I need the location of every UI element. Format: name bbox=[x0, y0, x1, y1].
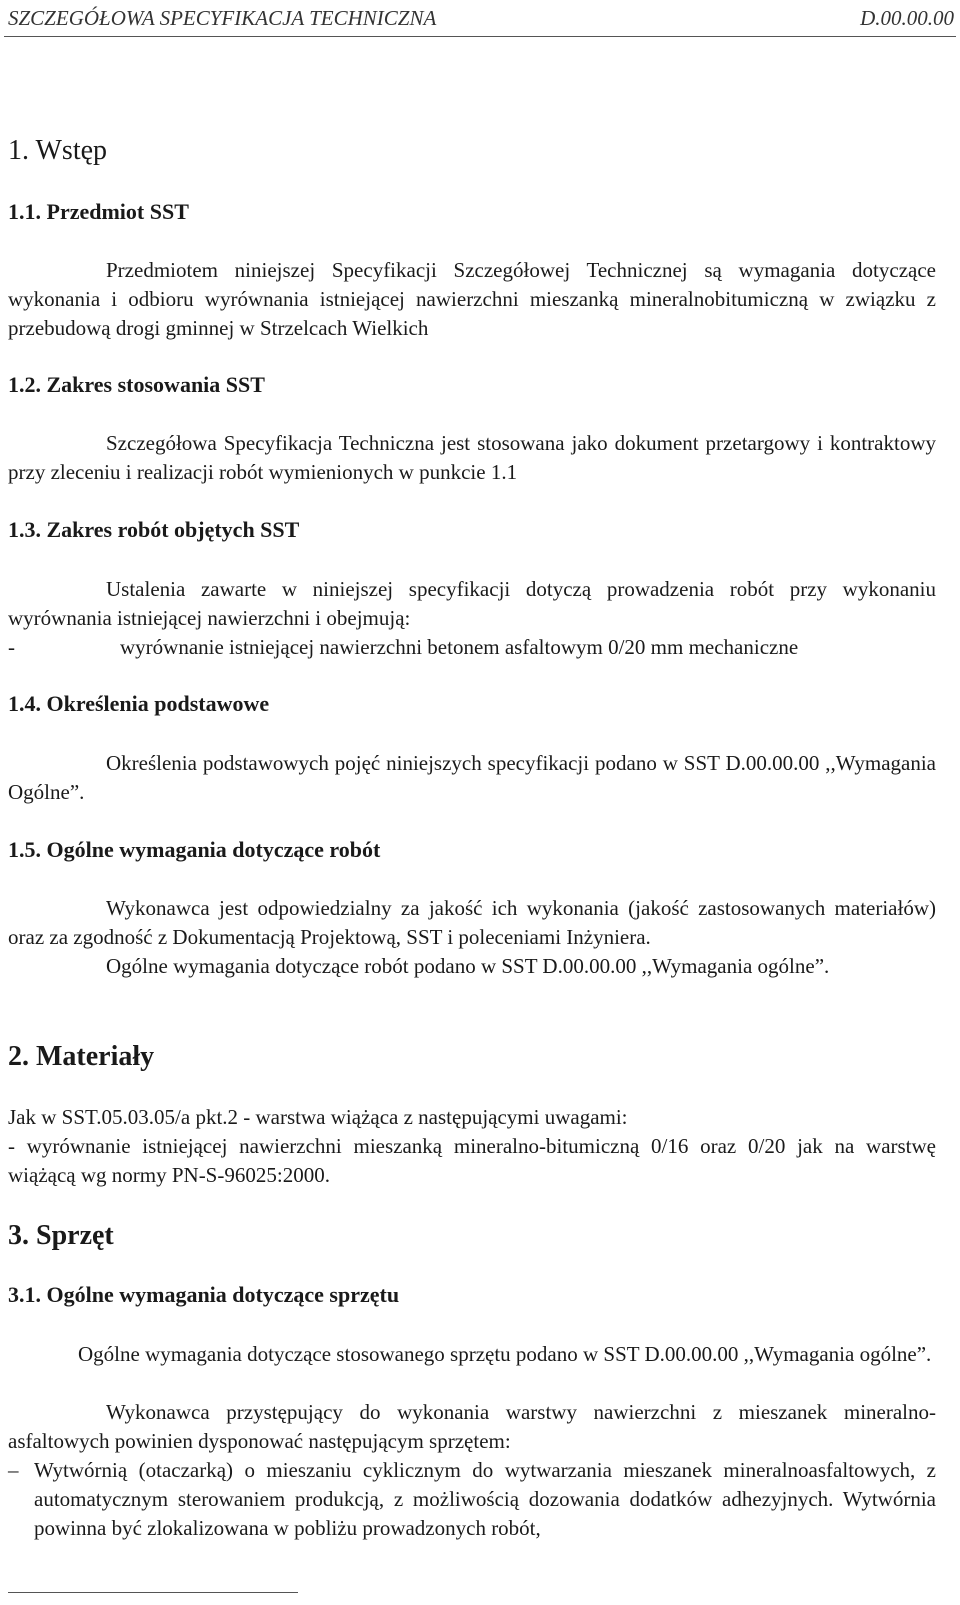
heading-1-1: 1.1. Przedmiot SST bbox=[8, 199, 189, 224]
heading-1-4: 1.4. Określenia podstawowe bbox=[8, 691, 270, 716]
list-dash: - bbox=[8, 635, 15, 659]
header-code: D.00.00.00 bbox=[860, 6, 954, 30]
paragraph-1-3-text: Ustalenia zawarte w niniejszej specyfikacji dotyczą prowadzenia robót przy wykonaniu wyrównania istniejącej nawierzchni i obejmują: bbox=[8, 577, 936, 630]
paragraph-1-2-text: Szczegółowa Specyfikacja Techniczna jest stosowana jako dokument przetargowy i kontraktowy przy zleceniu i realizacji robót wymienionych w punkcie 1.1 bbox=[8, 431, 936, 484]
paragraph-1-2 bbox=[8, 429, 936, 487]
heading-1-3: 1.3. Zakres robót objętych SST bbox=[8, 517, 300, 542]
heading-3 bbox=[8, 1219, 114, 1253]
paragraph-1-4-text: Określenia podstawowych pojęć niniejszych specyfikacji podano w SST D.00.00.00 ,,Wymagania Ogólne”. bbox=[8, 751, 936, 804]
header-title: SZCZEGÓŁOWA SPECYFIKACJA TECHNICZNA bbox=[8, 6, 437, 30]
paragraph-1-5a bbox=[8, 894, 936, 952]
paragraph-3-1a bbox=[8, 1340, 936, 1369]
header-divider bbox=[4, 36, 956, 37]
list-item-1-3-text: wyrównanie istniejącej nawierzchni betonem asfaltowym 0/20 mm mechaniczne bbox=[120, 635, 799, 659]
paragraph-1-5b-text: Ogólne wymagania dotyczące robót podano w SST D.00.00.00 ,,Wymagania ogólne”. bbox=[106, 954, 830, 978]
paragraph-3-1b bbox=[8, 1398, 936, 1456]
paragraph-1-5b bbox=[8, 952, 936, 981]
paragraph-3-1a-text: Ogólne wymagania dotyczące stosowanego sprzętu podano w SST D.00.00.00 ,,Wymagania ogólne”. bbox=[78, 1342, 932, 1366]
paragraph-1-4 bbox=[8, 749, 936, 807]
paragraph-3-1b-text: Wykonawca przystępujący do wykonania warstwy nawierzchni z mieszanek mineralno-asfaltowych powinien dysponować następującym sprzętem: bbox=[8, 1400, 936, 1453]
paragraph-2b: - wyrównanie istniejącej nawierzchni mieszanką mineralno-bitumiczną 0/16 oraz 0/20 jak na warstwę wiążącą wg normy PN-S-96025:2000. bbox=[8, 1134, 936, 1187]
list-item-1-3 bbox=[8, 633, 936, 662]
paragraph-1-1-text: Przedmiotem niniejszej Specyfikacji Szczegółowej Technicznej są wymagania dotyczące wykonania i odbioru wyrównania istniejącej nawierzchni mieszanką mineralnobitumiczną w związku z przebudową drogi gminnej w Strzelcach Wielkich bbox=[8, 258, 936, 340]
paragraph-1-5a-text: Wykonawca jest odpowiedzialny za jakość ich wykonania (jakość zastosowanych materiałów) oraz za zgodność z Dokumentacją Projektową, SST i poleceniami Inżyniera. bbox=[8, 896, 936, 949]
list-item-3-1 bbox=[8, 1456, 936, 1543]
heading-1-2: 1.2. Zakres stosowania SST bbox=[8, 372, 265, 397]
paragraph-2a: Jak w SST.05.03.05/a pkt.2 - warstwa wiążąca z następującymi uwagami: bbox=[8, 1105, 628, 1129]
paragraph-1-3 bbox=[8, 575, 936, 633]
heading-2-text: 2. Materiały bbox=[8, 1041, 155, 1072]
list-dash: – bbox=[8, 1458, 19, 1482]
paragraph-1-1 bbox=[8, 256, 936, 343]
page-header bbox=[8, 4, 954, 32]
list-item-3-1-text: Wytwórnią (otaczarką) o mieszaniu cyklicznym do wytwarzania mieszanek mineralnoasfaltowych, z automatycznym sterowaniem produkcją, z możliwością dozowania dodatków adhezyjnych. Wytwórnia powinna być zlokalizowana w pobliżu prowadzonych robót, bbox=[34, 1458, 936, 1540]
heading-1: 1. Wstęp bbox=[8, 135, 108, 166]
heading-3-text: 3. Sprzęt bbox=[8, 1220, 114, 1251]
heading-2 bbox=[8, 1040, 154, 1074]
heading-1-5: 1.5. Ogólne wymagania dotyczące robót bbox=[8, 837, 381, 862]
heading-3-1: 3.1. Ogólne wymagania dotyczące sprzętu bbox=[8, 1282, 400, 1307]
footer-divider bbox=[8, 1592, 298, 1593]
